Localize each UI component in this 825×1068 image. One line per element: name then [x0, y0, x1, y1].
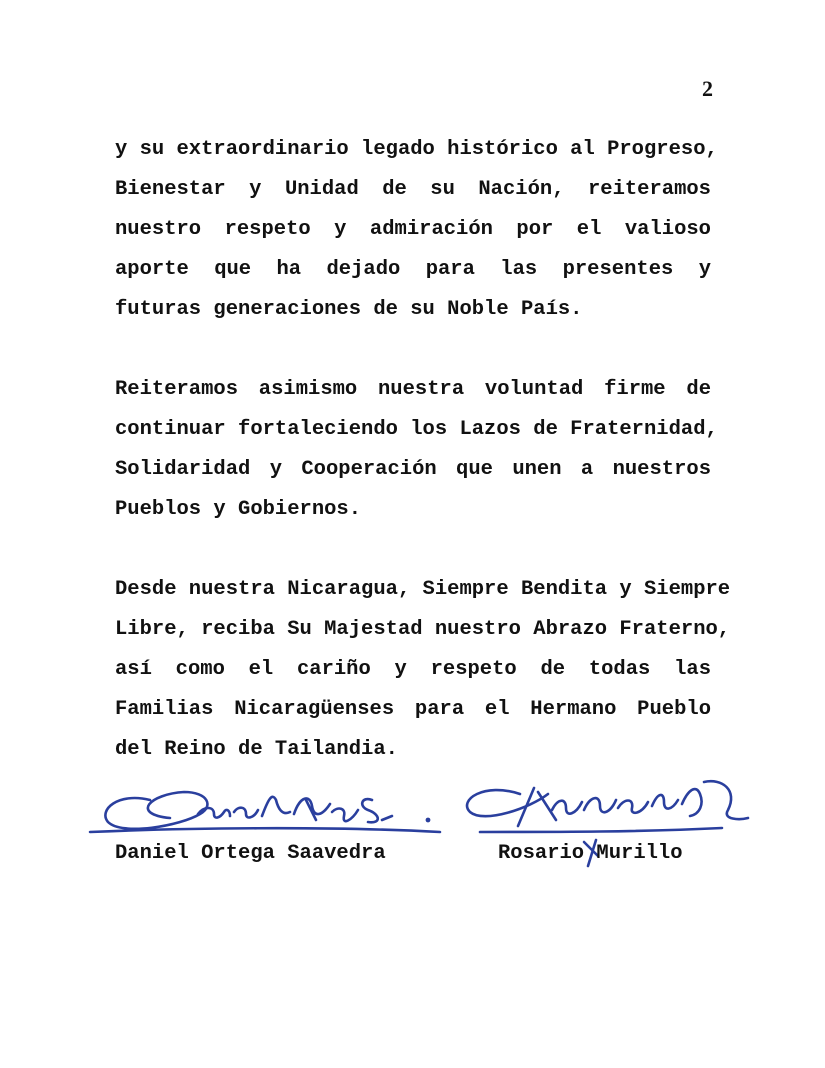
text-line: nuestro respeto y admiración por el valioso: [115, 218, 711, 241]
text-line: Pueblos y Gobiernos.: [115, 498, 362, 521]
text-line: Libre, reciba Su Majestad nuestro Abrazo Fraterno,: [115, 618, 731, 641]
paragraph-2: [115, 370, 718, 530]
signature-left: [90, 792, 440, 832]
text-line: del Reino de Tailandia.: [115, 738, 398, 761]
signature-block: [0, 770, 825, 890]
text-line: y su extraordinario legado histórico al Progreso,: [115, 138, 718, 161]
text-line: Reiteramos asimismo nuestra voluntad firme de: [115, 378, 711, 401]
signer-name-left: Daniel Ortega Saavedra: [115, 842, 386, 865]
signer-name-right: Rosario Murillo: [498, 842, 683, 865]
text-line: Bienestar y Unidad de su Nación, reiteramos: [115, 178, 711, 201]
page-number: 2: [702, 76, 713, 101]
text-line: Desde nuestra Nicaragua, Siempre Bendita y Siempre: [115, 578, 731, 601]
paragraph-1: [115, 130, 718, 330]
text-line: futuras generaciones de su Noble País.: [115, 298, 583, 321]
text-line: aporte que ha dejado para las presentes y: [115, 258, 711, 281]
signatures-svg: [0, 770, 825, 890]
letter-body: [115, 130, 731, 810]
text-line: Solidaridad y Cooperación que unen a nuestros: [115, 458, 711, 481]
text-line: Familias Nicaragüenses para el Hermano Pueblo: [115, 698, 711, 721]
text-line: así como el cariño y respeto de todas las: [115, 658, 711, 681]
paragraph-3: [115, 570, 731, 770]
text-line: continuar fortaleciendo los Lazos de Fraternidad,: [115, 418, 718, 441]
